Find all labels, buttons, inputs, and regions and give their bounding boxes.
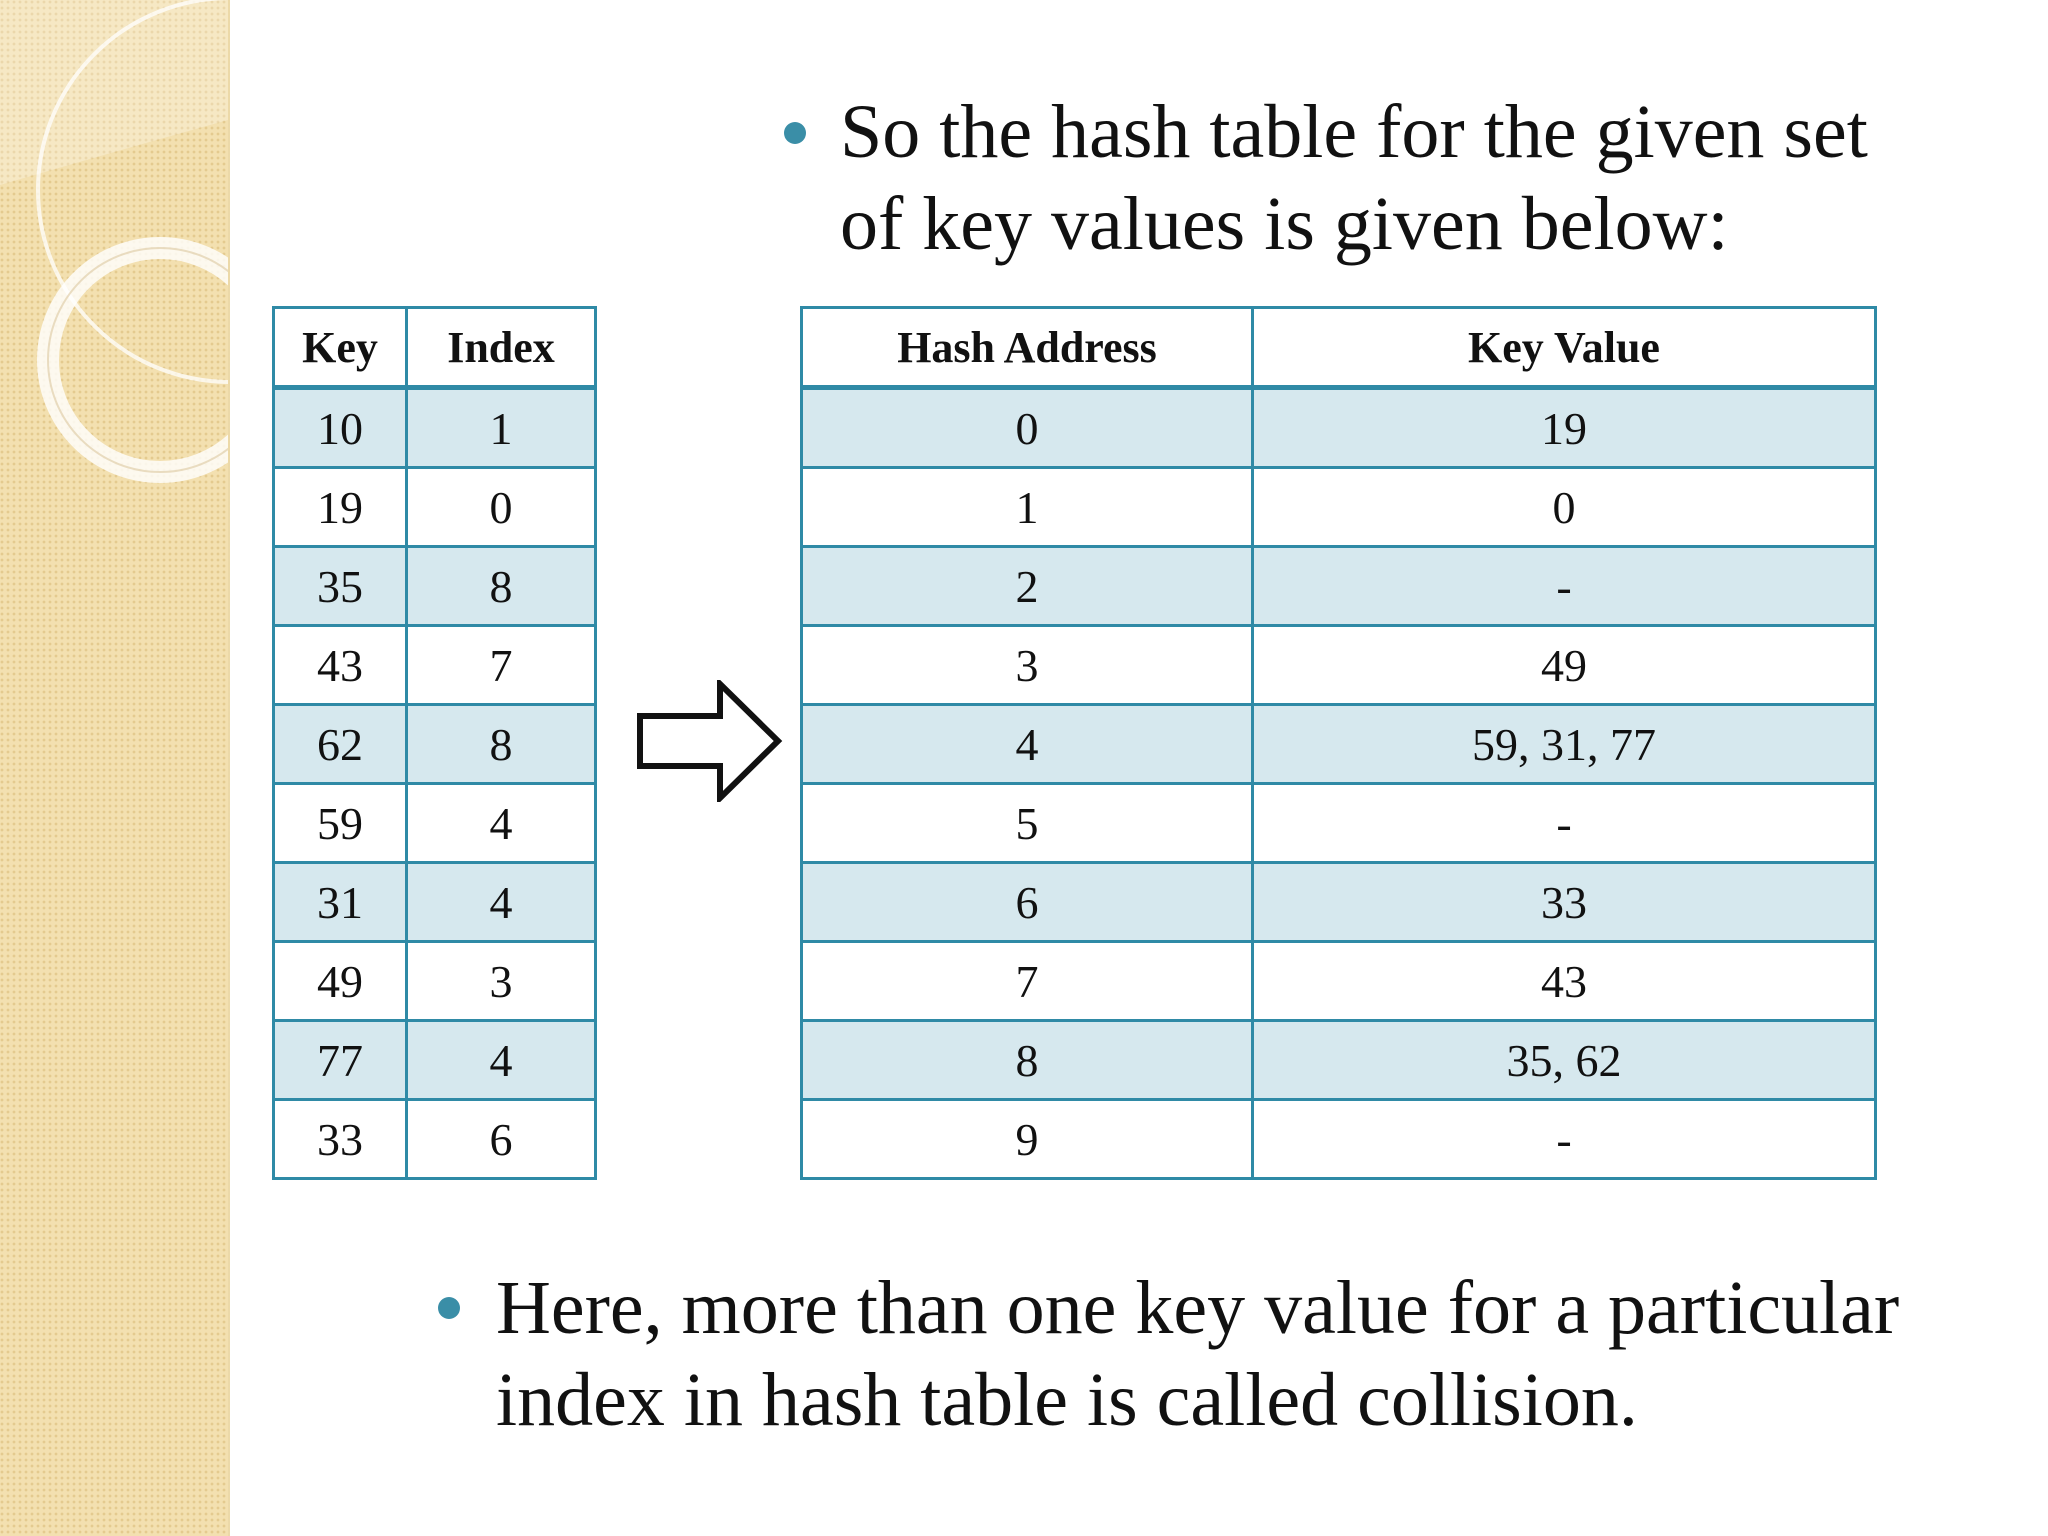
table-row [274,1021,596,1100]
key-value-cell: 59, 31, 77 [1253,705,1876,784]
key-cell: 43 [274,626,407,705]
bullet-dot-icon [784,122,806,144]
hash-address-cell: 0 [802,388,1253,468]
bullet-intro-line-1: So the hash table for the given set [840,90,1868,174]
hash-table [800,306,1877,1180]
key-cell: 49 [274,942,407,1021]
bullet-collision-line-2: index in hash table is called collision. [496,1358,1638,1442]
hash-address-cell: 6 [802,863,1253,942]
key-cell: 59 [274,784,407,863]
table-row [802,942,1876,1021]
table-row [802,784,1876,863]
header-key-value: Key Value [1253,308,1876,388]
key-cell: 19 [274,468,407,547]
hash-address-cell: 5 [802,784,1253,863]
bullet-dot-icon [438,1297,460,1319]
decorative-rings [0,0,228,520]
table-row [274,1100,596,1179]
index-cell: 4 [407,1021,596,1100]
bullet-intro [840,86,2000,270]
key-value-cell: 49 [1253,626,1876,705]
index-cell: 4 [407,784,596,863]
right-arrow-icon [636,680,784,802]
table-row [802,626,1876,705]
key-value-cell: 19 [1253,388,1876,468]
key-cell: 77 [274,1021,407,1100]
key-value-cell: - [1253,784,1876,863]
key-value-cell: - [1253,1100,1876,1179]
table-row [274,626,596,705]
key-value-cell: 0 [1253,468,1876,547]
key-value-cell: 35, 62 [1253,1021,1876,1100]
header-index: Index [407,308,596,388]
key-cell: 10 [274,388,407,468]
table-row [274,547,596,626]
hash-address-cell: 8 [802,1021,1253,1100]
key-cell: 35 [274,547,407,626]
table-row [274,388,596,468]
bullet-collision [496,1262,2016,1446]
key-cell: 31 [274,863,407,942]
table-row [802,1100,1876,1179]
hash-address-cell: 2 [802,547,1253,626]
hash-address-cell: 3 [802,626,1253,705]
table-row [802,1021,1876,1100]
table-row [802,468,1876,547]
key-value-cell: - [1253,547,1876,626]
hash-address-cell: 1 [802,468,1253,547]
key-value-cell: 43 [1253,942,1876,1021]
table-row [802,863,1876,942]
table-row [802,388,1876,468]
table-row [274,468,596,547]
table-row [274,784,596,863]
table-row [802,547,1876,626]
table-header-row [802,308,1876,388]
decorative-side-band [0,0,230,1536]
index-cell: 1 [407,388,596,468]
index-cell: 8 [407,705,596,784]
table-header-row [274,308,596,388]
index-cell: 0 [407,468,596,547]
key-cell: 33 [274,1100,407,1179]
index-cell: 3 [407,942,596,1021]
key-value-cell: 33 [1253,863,1876,942]
key-index-table [272,306,597,1180]
table-row [274,863,596,942]
bullet-intro-line-2: of key values is given below: [840,182,1729,266]
index-cell: 8 [407,547,596,626]
header-hash-address: Hash Address [802,308,1253,388]
index-cell: 7 [407,626,596,705]
index-cell: 6 [407,1100,596,1179]
hash-address-cell: 4 [802,705,1253,784]
hash-address-cell: 9 [802,1100,1253,1179]
table-row [802,705,1876,784]
table-row [274,942,596,1021]
key-cell: 62 [274,705,407,784]
index-cell: 4 [407,863,596,942]
bullet-collision-line-1: Here, more than one key value for a particular [496,1266,1900,1350]
header-key: Key [274,308,407,388]
hash-address-cell: 7 [802,942,1253,1021]
table-row [274,705,596,784]
